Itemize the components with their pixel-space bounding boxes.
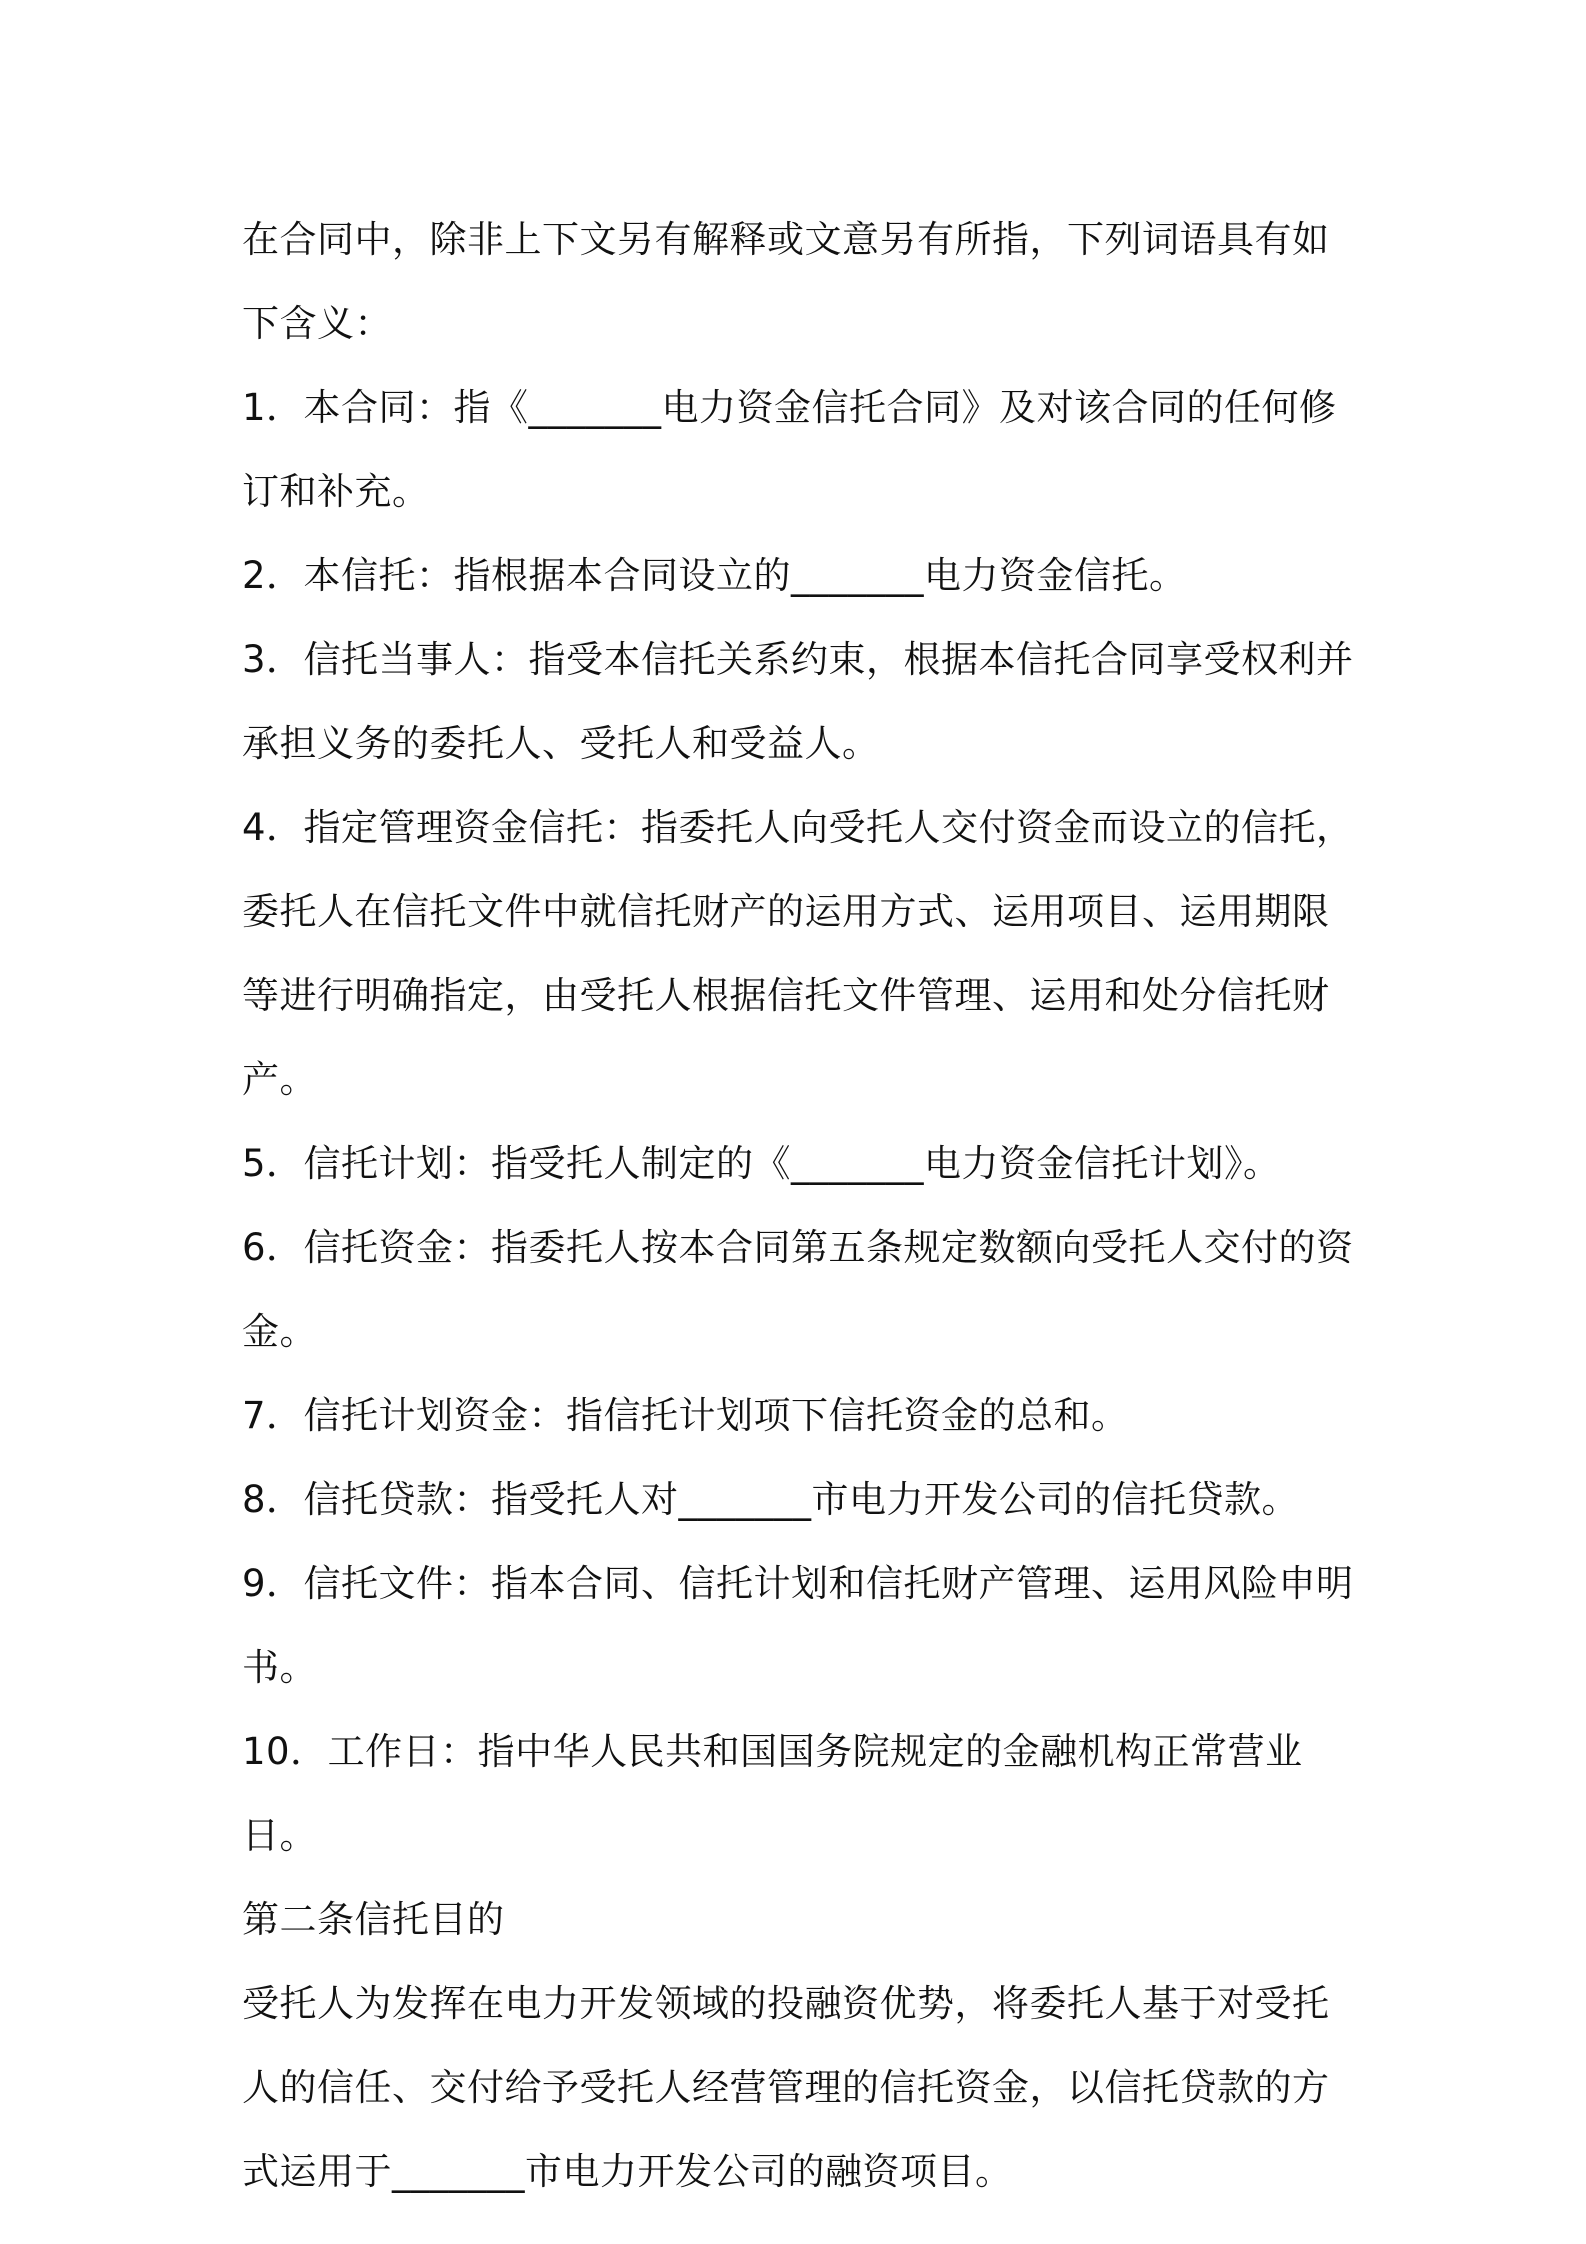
definition-7: 7．信托计划资金：指信托计划项下信托资金的总和。 bbox=[242, 1394, 1129, 1437]
definition-2: 2．本信托：指根据本合同设立的_______电力资金信托。 bbox=[242, 554, 1187, 597]
purpose-paragraph: 受托人为发挥在电力开发领域的投融资优势，将委托人基于对受托人的信任、交付给予受托人经营管理的信托资金，以信托贷款的方式运用于_______市电力开发公司的融资项目。 bbox=[242, 1982, 1330, 2193]
definition-10: 10．工作日：指中华人民共和国国务院规定的金融机构正常营业日。 bbox=[242, 1730, 1303, 1857]
definition-6: 6．信托资金：指委托人按本合同第五条规定数额向受托人交付的资金。 bbox=[242, 1226, 1354, 1353]
section-heading: 第二条信托目的 bbox=[242, 1898, 505, 1941]
document-body bbox=[242, 198, 1362, 2214]
intro-paragraph: 在合同中，除非上下文另有解释或文意另有所指，下列词语具有如下含义： bbox=[242, 218, 1330, 345]
definition-5: 5．信托计划：指受托人制定的《_______电力资金信托计划》。 bbox=[242, 1142, 1281, 1185]
definition-8: 8．信托贷款：指受托人对_______市电力开发公司的信托贷款。 bbox=[242, 1478, 1300, 1521]
definition-9: 9．信托文件：指本合同、信托计划和信托财产管理、运用风险申明书。 bbox=[242, 1562, 1354, 1689]
definition-4: 4．指定管理资金信托：指委托人向受托人交付资金而设立的信托，委托人在信托文件中就信托财产的运用方式、运用项目、运用期限等进行明确指定，由受托人根据信托文件管理、运用和处分信托财产。 bbox=[242, 806, 1354, 1101]
definition-1: 1．本合同：指《_______电力资金信托合同》及对该合同的任何修订和补充。 bbox=[242, 386, 1337, 513]
definition-3: 3．信托当事人：指受本信托关系约束，根据本信托合同享受权利并承担义务的委托人、受托人和受益人。 bbox=[242, 638, 1354, 765]
